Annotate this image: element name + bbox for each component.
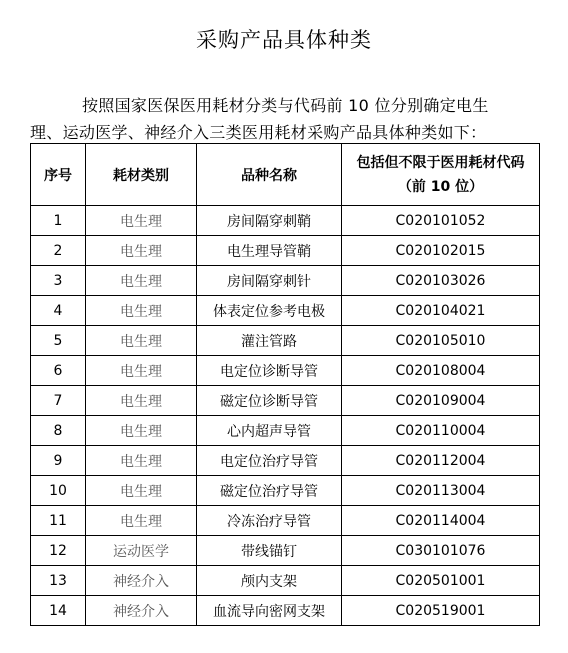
cell-product: 心内超声导管 <box>197 416 342 446</box>
cell-seq: 4 <box>31 296 86 326</box>
cell-category: 电生理 <box>86 506 197 536</box>
cell-category: 电生理 <box>86 386 197 416</box>
cell-product: 血流导向密网支架 <box>197 596 342 626</box>
cell-category: 电生理 <box>86 296 197 326</box>
table-header-row <box>31 144 540 206</box>
cell-seq: 1 <box>31 206 86 236</box>
cell-code: C020102015 <box>342 236 540 266</box>
cell-code: C020501001 <box>342 566 540 596</box>
cell-code: C020113004 <box>342 476 540 506</box>
table-row <box>31 206 540 236</box>
cell-product: 颅内支架 <box>197 566 342 596</box>
cell-product: 房间隔穿刺针 <box>197 266 342 296</box>
product-table <box>30 143 540 626</box>
cell-code: C020112004 <box>342 446 540 476</box>
cell-category: 电生理 <box>86 446 197 476</box>
cell-product: 磁定位诊断导管 <box>197 386 342 416</box>
cell-code: C020109004 <box>342 386 540 416</box>
cell-category: 电生理 <box>86 476 197 506</box>
table-row <box>31 536 540 566</box>
header-product: 品种名称 <box>197 144 342 206</box>
cell-code: C020105010 <box>342 326 540 356</box>
cell-product: 体表定位参考电极 <box>197 296 342 326</box>
cell-category: 电生理 <box>86 266 197 296</box>
cell-product: 电定位治疗导管 <box>197 446 342 476</box>
cell-code: C020110004 <box>342 416 540 446</box>
table-row <box>31 386 540 416</box>
table-row <box>31 416 540 446</box>
cell-product: 带线锚钉 <box>197 536 342 566</box>
header-code <box>342 144 540 206</box>
cell-product: 灌注管路 <box>197 326 342 356</box>
cell-seq: 3 <box>31 266 86 296</box>
cell-seq: 9 <box>31 446 86 476</box>
cell-category: 神经介入 <box>86 596 197 626</box>
cell-product: 电定位诊断导管 <box>197 356 342 386</box>
table-row <box>31 446 540 476</box>
cell-code: C020101052 <box>342 206 540 236</box>
cell-seq: 14 <box>31 596 86 626</box>
cell-seq: 11 <box>31 506 86 536</box>
cell-seq: 10 <box>31 476 86 506</box>
cell-code: C020114004 <box>342 506 540 536</box>
table-row <box>31 266 540 296</box>
table-row <box>31 356 540 386</box>
cell-seq: 8 <box>31 416 86 446</box>
cell-product: 冷冻治疗导管 <box>197 506 342 536</box>
cell-product: 电生理导管鞘 <box>197 236 342 266</box>
cell-category: 电生理 <box>86 206 197 236</box>
table-row <box>31 296 540 326</box>
header-code-line-2: （前 10 位） <box>397 178 484 195</box>
intro-line-2: 理、运动医学、神经介入三类医用耗材采购产品具体种类如下： <box>30 123 487 142</box>
cell-product: 房间隔穿刺鞘 <box>197 206 342 236</box>
cell-category: 电生理 <box>86 236 197 266</box>
table-row <box>31 596 540 626</box>
table-row <box>31 236 540 266</box>
cell-seq: 5 <box>31 326 86 356</box>
cell-category: 电生理 <box>86 356 197 386</box>
table-row <box>31 566 540 596</box>
header-seq: 序号 <box>31 144 86 206</box>
document-title: 采购产品具体种类 <box>196 28 372 52</box>
cell-code: C020108004 <box>342 356 540 386</box>
intro-paragraph <box>30 92 540 146</box>
cell-seq: 6 <box>31 356 86 386</box>
header-category: 耗材类别 <box>86 144 197 206</box>
intro-line-1: 按照国家医保医用耗材分类与代码前 10 位分别确定电生 <box>82 96 489 115</box>
cell-seq: 7 <box>31 386 86 416</box>
cell-category: 电生理 <box>86 326 197 356</box>
table-row <box>31 326 540 356</box>
header-code-line-1: 包括但不限于医用耗材代码 <box>356 154 525 171</box>
cell-product: 磁定位治疗导管 <box>197 476 342 506</box>
cell-code: C030101076 <box>342 536 540 566</box>
cell-category: 电生理 <box>86 416 197 446</box>
cell-code: C020103026 <box>342 266 540 296</box>
cell-code: C020104021 <box>342 296 540 326</box>
cell-seq: 12 <box>31 536 86 566</box>
cell-seq: 13 <box>31 566 86 596</box>
table-row <box>31 506 540 536</box>
cell-code: C020519001 <box>342 596 540 626</box>
cell-category: 运动医学 <box>86 536 197 566</box>
table-row <box>31 476 540 506</box>
cell-category: 神经介入 <box>86 566 197 596</box>
cell-seq: 2 <box>31 236 86 266</box>
